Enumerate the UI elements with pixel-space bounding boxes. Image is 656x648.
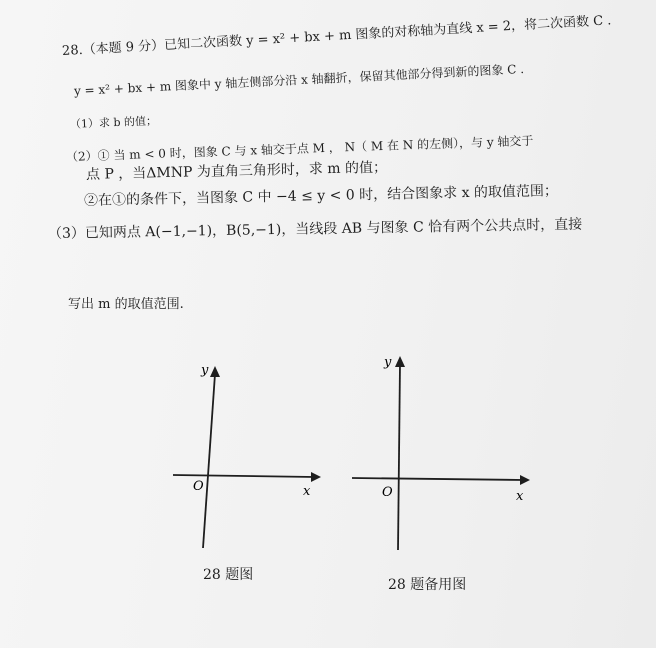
figure-28-backup-axes [348,350,538,555]
origin-label: O [382,485,393,500]
y-axis-arrow-icon [395,356,405,367]
figure-28-backup-caption: 28 题备用图 [388,577,467,593]
x-axis [352,478,524,480]
x-axis-label: x [516,489,524,504]
problem-line-5: 点 P ，当ΔMNP 为直角三角形时，求 m 的值； [85,159,388,183]
y-axis [203,374,215,548]
x-axis-label: x [303,484,311,499]
question-3 [48,214,583,243]
problem-line-8: 写出 m 的取值范围. [68,297,184,312]
x-axis [173,475,315,477]
y-axis-label: y [384,355,392,370]
y-axis-arrow-icon [210,366,220,377]
problem-line-3: （1）求 b 的值； [69,114,158,131]
problem-line-1: 28.（本题 9 分）已知二次函数 y = x² + bx + m 图象的对称轴为直线 x = 2，将二次函数 C . [61,13,612,59]
question-1 [70,112,158,132]
problem-condition-line [74,60,525,99]
problem-line-6: ②在①的条件下，当图象 C 中 −4 ≤ y < 0 时，结合图象求 x 的取值范围； [83,183,559,209]
problem-line-4: （2）① 当 m < 0 时，图象 C 与 x 轴交于点 M ， N（ M 在 N 的左侧），与 y 轴交于 [65,133,534,164]
question-3-cont [68,293,184,312]
origin-label: O [193,479,204,494]
figure-28-caption: 28 题图 [203,567,254,583]
x-axis-arrow-icon [520,475,530,485]
question-2-part-2 [84,180,558,210]
figure-28-axes [165,360,325,550]
problem-intro-line [61,9,611,59]
problem-line-2: y = x² + bx + m 图象中 y 轴左侧部分沿 x 轴翻折，保留其他部分得到新的图象 C . [73,62,525,98]
problem-line-7: （3）已知两点 A(−1,−1)，B(5,−1)，当线段 AB 与图象 C 恰有两个公共点时，直接 [47,216,583,242]
y-axis-label: y [201,363,209,378]
y-axis [398,364,400,550]
x-axis-arrow-icon [311,472,321,482]
